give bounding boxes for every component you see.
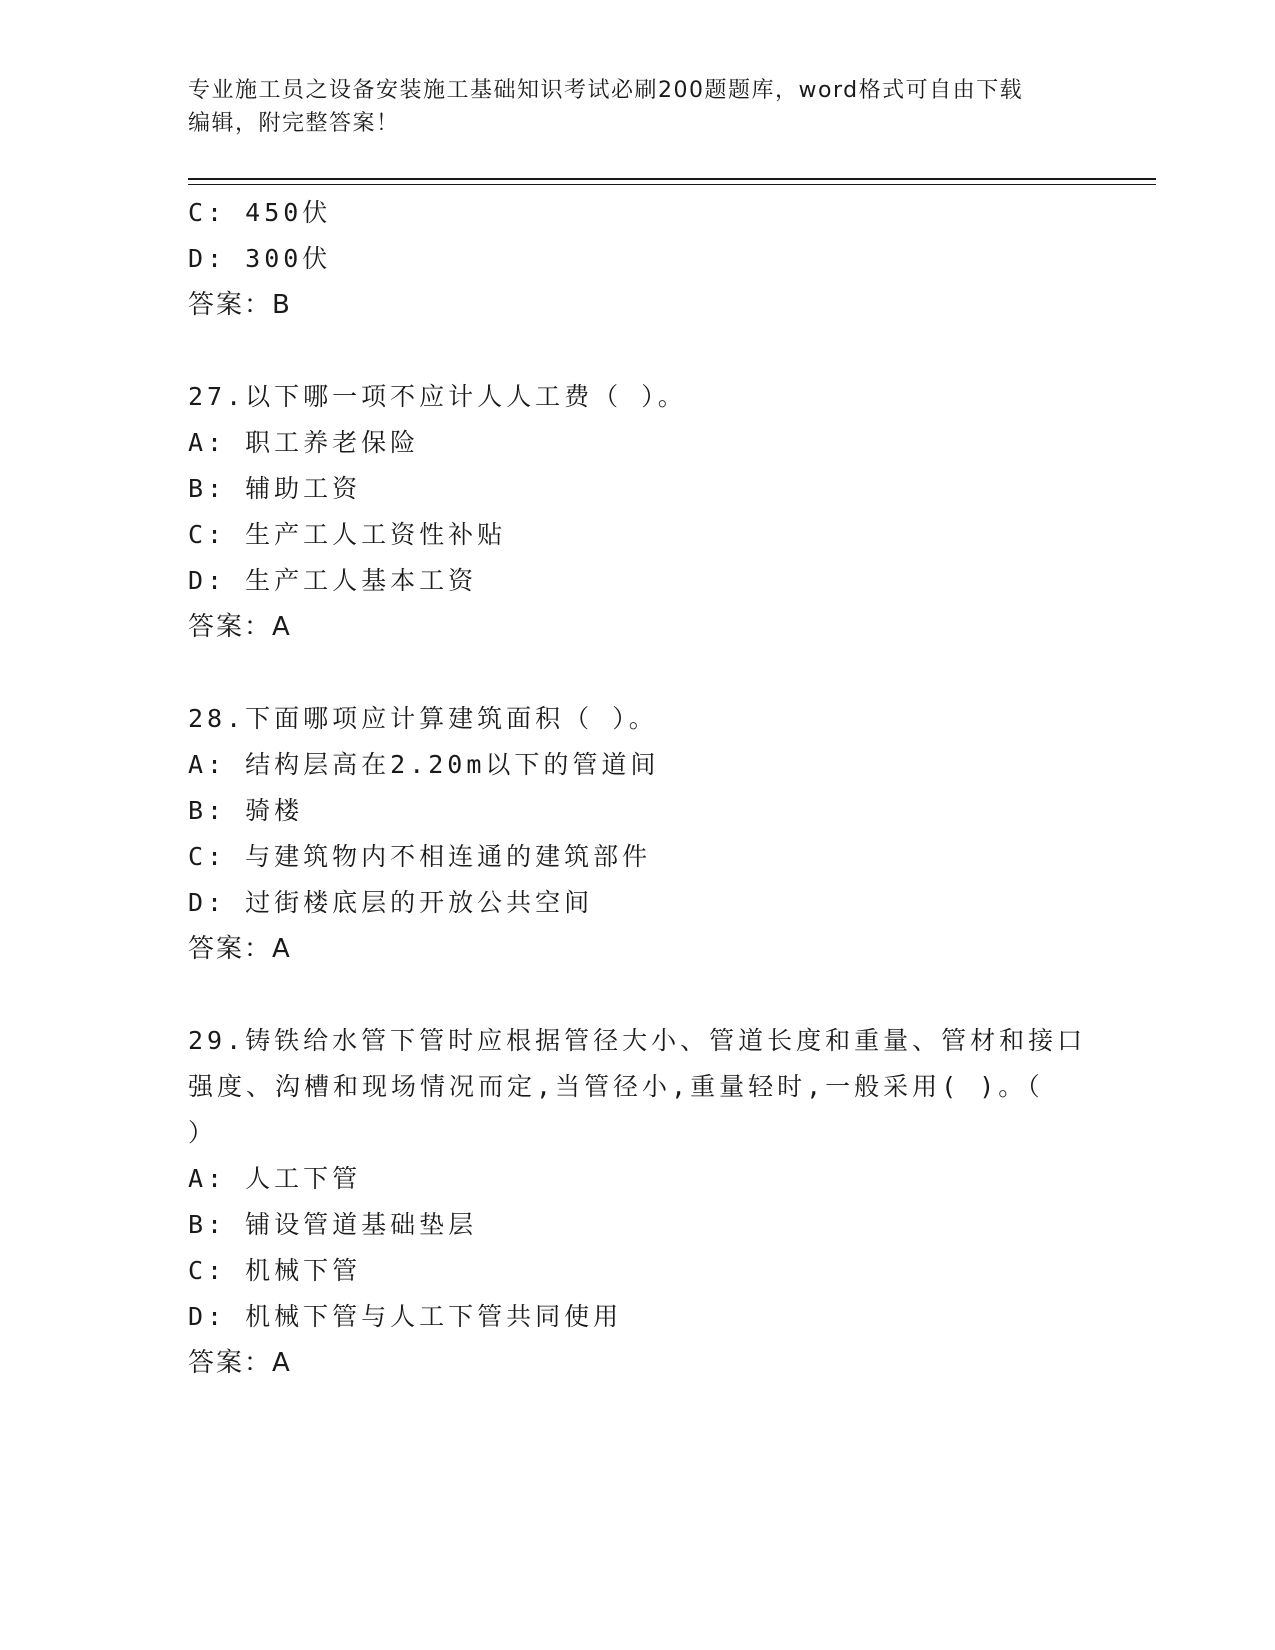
option-c: C: 与建筑物内不相连通的建筑部件 bbox=[188, 842, 652, 871]
question-list bbox=[188, 190, 1088, 1386]
option-d: D: 300伏 bbox=[188, 244, 332, 273]
option-c: C: 生产工人工资性补贴 bbox=[188, 520, 507, 549]
answer-line: 答案：A bbox=[188, 934, 292, 964]
question-stem: 27.以下哪一项不应计人人工费（ ）。 bbox=[188, 382, 687, 411]
answer-line: 答案：B bbox=[188, 290, 292, 320]
spacer bbox=[188, 650, 1088, 696]
answer-line: 答案：A bbox=[188, 1348, 292, 1378]
header-title-line-2: 编辑，附完整答案！ bbox=[188, 111, 400, 136]
option-a: A: 人工下管 bbox=[188, 1164, 362, 1193]
header-divider-thick bbox=[188, 178, 1156, 180]
question-stem-line-2: 强度、沟槽和现场情况而定,当管径小,重量轻时,一般采用( )。（ bbox=[188, 1072, 1044, 1101]
option-d: D: 过街楼底层的开放公共空间 bbox=[188, 888, 594, 917]
spacer bbox=[188, 972, 1088, 1018]
option-b: B: 骑楼 bbox=[188, 796, 304, 825]
question-stem: 28.下面哪项应计算建筑面积（ ）。 bbox=[188, 704, 658, 733]
question-27 bbox=[188, 374, 1088, 650]
option-a: A: 职工养老保险 bbox=[188, 428, 420, 457]
option-b: B: 铺设管道基础垫层 bbox=[188, 1210, 478, 1239]
question-28 bbox=[188, 696, 1088, 972]
option-a: A: 结构层高在2.20m以下的管道间 bbox=[188, 750, 660, 779]
option-c: C: 450伏 bbox=[188, 198, 332, 227]
document-header bbox=[188, 74, 1088, 140]
spacer bbox=[188, 328, 1088, 374]
question-stem-line-1: 29.铸铁给水管下管时应根据管径大小、管道长度和重量、管材和接口 bbox=[188, 1026, 1087, 1055]
header-divider-thin bbox=[188, 184, 1156, 185]
option-c: C: 机械下管 bbox=[188, 1256, 362, 1285]
option-d: D: 生产工人基本工资 bbox=[188, 566, 478, 595]
option-d: D: 机械下管与人工下管共同使用 bbox=[188, 1302, 623, 1331]
question-stem-line-3: ） bbox=[188, 1118, 218, 1147]
answer-line: 答案：A bbox=[188, 612, 292, 642]
header-title-line-1: 专业施工员之设备安装施工基础知识考试必刷200题题库，word格式可自由下载 bbox=[188, 78, 1024, 103]
question-29 bbox=[188, 1018, 1088, 1386]
previous-question-tail bbox=[188, 190, 1088, 328]
option-b: B: 辅助工资 bbox=[188, 474, 362, 503]
